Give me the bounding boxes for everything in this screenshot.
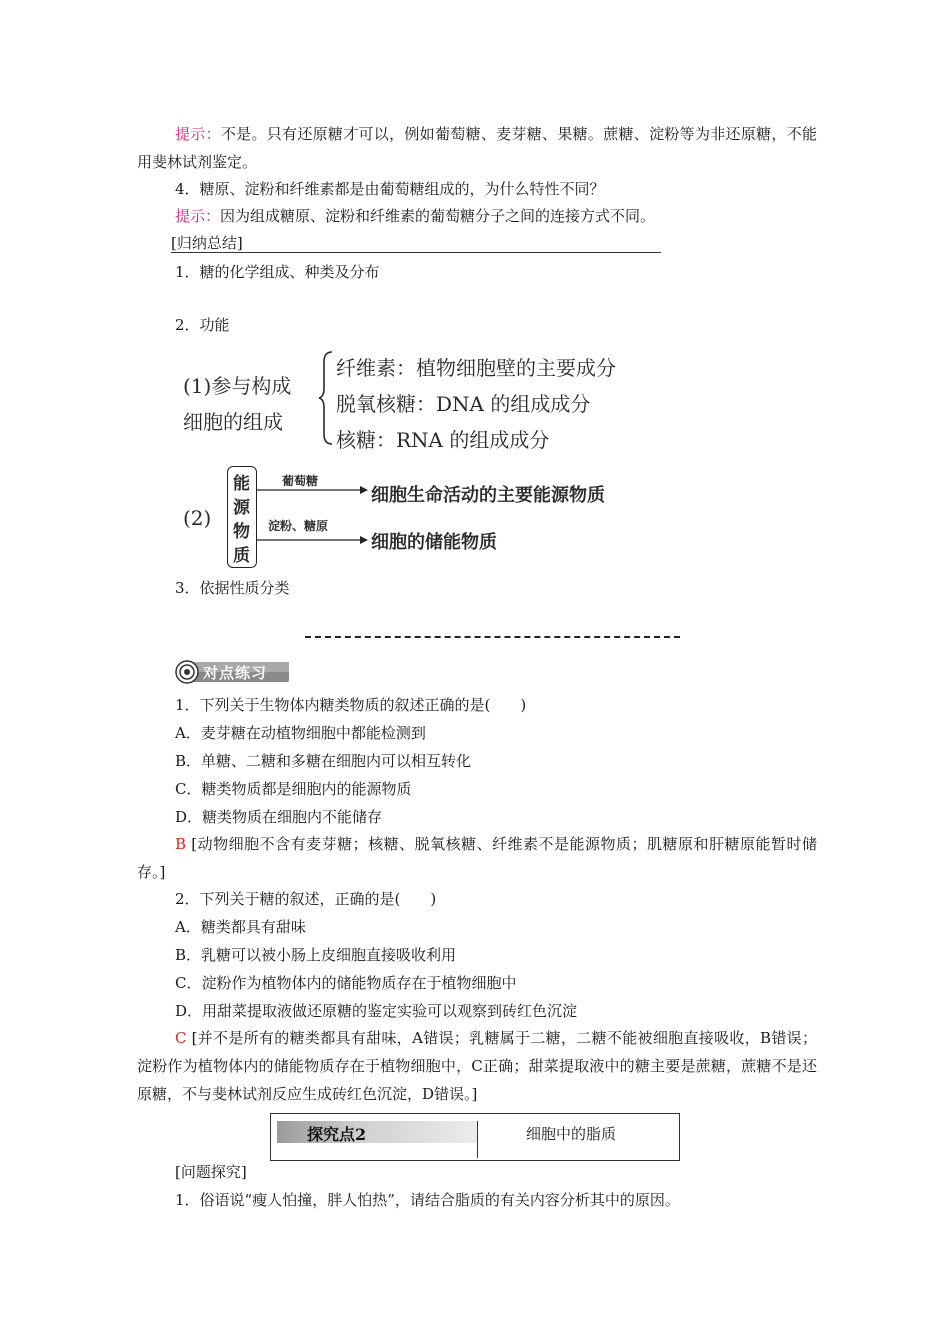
dashed-divider [305, 636, 680, 638]
practice-q1-option-c: C．糖类物质都是细胞内的能源物质 [175, 780, 412, 798]
summary-item-1: 1．糖的化学组成、种类及分布 [175, 263, 380, 281]
q4-hint [175, 206, 855, 226]
func1-row-3: 核糖：RNA 的组成成分 [336, 428, 550, 452]
practice-q1-stem: 1．下列关于生物体内糖类物质的叙述正确的是( ) [175, 696, 527, 714]
practice-q2-stem: 2．下列关于糖的叙述，正确的是( ) [175, 890, 437, 908]
energy-box-char-3: 物 [233, 522, 250, 542]
arrow-right-icon [256, 484, 368, 496]
func1-row-1: 纤维素：植物细胞壁的主要成分 [336, 356, 616, 380]
func1-row-2: 脱氧核糖：DNA 的组成成分 [336, 392, 591, 416]
summary-header [171, 234, 661, 253]
q4-answer-text: 因为组成糖原、淀粉和纤维素的葡萄糖分子之间的连接方式不同。 [220, 207, 656, 225]
q3-answer-text: 不是。只有还原糖才可以，例如葡萄糖、麦芽糖、果糖。蔗糖、淀粉等为非还原糖，不能用斐林试剂鉴定。 [137, 125, 817, 171]
practice-q1-explain-text: [动物细胞不含有麦芽糖；核糖、脱氧核糖、纤维素不是能源物质；肌糖原和肝糖原能暂时储存。] [137, 835, 817, 881]
hint-label: 提示： [175, 125, 221, 143]
explore-tab [277, 1121, 477, 1143]
practice-q2-option-c: C．淀粉作为植物体内的储能物质存在于植物细胞中 [175, 974, 517, 992]
practice-q2-answer: C [175, 1029, 187, 1047]
q3-hint-paragraph [137, 120, 817, 176]
energy-material-box [227, 466, 257, 568]
energy-box-char-4: 质 [233, 546, 250, 566]
question-4: 4．糖原、淀粉和纤维素都是由葡萄糖组成的，为什么特性不同？ [175, 180, 605, 198]
explore-question-1: 1．俗语说“瘦人怕撞，胖人怕热”，请结合脂质的有关内容分析其中的原因。 [175, 1191, 680, 1209]
practice-title-badge [175, 660, 290, 684]
hint-label: 提示： [175, 207, 221, 225]
left-brace-icon [318, 350, 336, 446]
arrow-right-icon [256, 534, 368, 546]
practice-q2-option-b: B．乳糖可以被小肠上皮细胞直接吸收利用 [175, 946, 457, 964]
practice-q1-option-b: B．单糖、二糖和多糖在细胞内可以相互转化 [175, 752, 472, 770]
problem-explore-header: [问题探究] [175, 1163, 247, 1181]
func2-label: (2) [183, 506, 212, 530]
func1-label: (1)参与构成 [183, 374, 292, 398]
arrow1-target: 细胞生命活动的主要能源物质 [371, 485, 605, 506]
explore-point-header [270, 1113, 680, 1161]
summary-item-3: 3．依据性质分类 [175, 579, 290, 597]
summary-header-label: [归纳总结] [171, 234, 243, 252]
practice-title-text: 对点练习 [203, 664, 268, 682]
practice-q1-explanation [137, 830, 817, 886]
summary-item-2: 2．功能 [175, 316, 230, 334]
practice-q2-option-a: A．糖类都具有甜味 [175, 918, 306, 936]
arrow1-label: 葡萄糖 [282, 474, 319, 488]
arrow2-label: 淀粉、糖原 [268, 519, 329, 533]
explore-tab-label: 探究点2 [307, 1125, 367, 1144]
practice-q2-explain-text: [并不是所有的糖类都具有甜味，A错误；乳糖属于二糖，二糖不能被细胞直接吸收，B错误；淀粉作为植物体内的储能物质存在于植物细胞中，C正确；甜菜提取液中的糖主要是蔗糖，蔗糖不是还原糖，不与斐林试剂反应生成砖红色沉淀，D错误。] [137, 1029, 817, 1103]
energy-box-char-1: 能 [233, 474, 250, 494]
energy-box-char-2: 源 [233, 498, 250, 518]
practice-q2-option-d: D．用甜菜提取液做还原糖的鉴定实验可以观察到砖红色沉淀 [175, 1002, 578, 1020]
explore-title: 细胞中的脂质 [526, 1125, 617, 1143]
explore-divider [477, 1121, 478, 1158]
arrow2-target: 细胞的储能物质 [371, 532, 497, 553]
func1-label-2: 细胞的组成 [183, 410, 283, 434]
practice-q1-answer: B [175, 835, 187, 853]
practice-q2-explanation [137, 1024, 817, 1108]
practice-q1-option-a: A．麦芽糖在动植物细胞中都能检测到 [175, 724, 426, 742]
practice-q1-option-d: D．糖类物质在细胞内不能储存 [175, 808, 383, 826]
